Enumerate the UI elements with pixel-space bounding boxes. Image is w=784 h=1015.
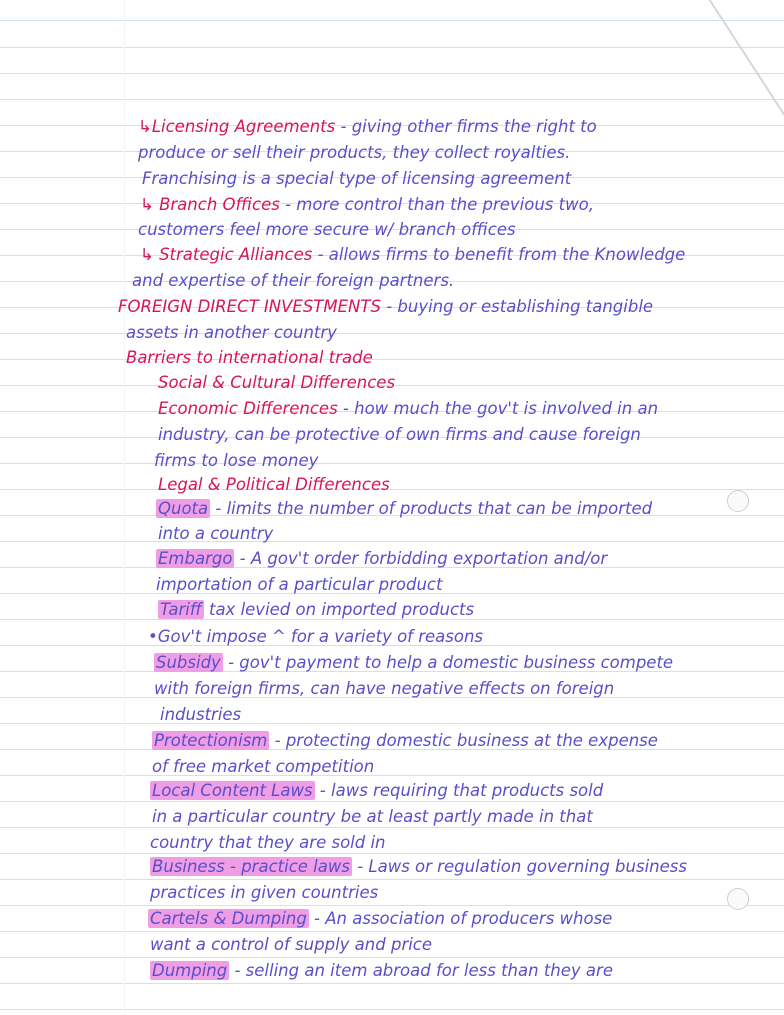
note-text: with foreign firms, can have negative effects on foreign [154,679,615,698]
note-line [138,219,516,241]
note-text: assets in another country [126,323,337,342]
note-heading: ↳Licensing Agreements [138,117,336,136]
note-text: - laws requiring that products sold [314,781,604,800]
note-text: want a control of supply and price [150,935,433,954]
note-text: - more control than the previous two, [279,195,594,214]
highlighted-term: Quota [158,499,209,518]
note-line [158,599,474,621]
note-line [118,296,653,318]
note-text: •Gov't impose ^ for a variety of reasons [148,627,484,646]
note-line [150,780,603,802]
note-line [150,856,687,878]
note-heading: Social & Cultural Differences [158,373,396,392]
note-text: - allows firms to benefit from the Knowledge [312,245,686,264]
note-text: importation of a particular product [156,575,443,594]
note-line [158,398,658,420]
note-line [154,652,673,674]
note-text: produce or sell their products, they collect royalties. [138,143,571,162]
note-text: industries [160,705,242,724]
note-text: tax levied on imported products [203,600,475,619]
note-heading: ↳ Branch Offices [140,195,280,214]
note-text: - buying or establishing tangible [380,297,654,316]
note-text: - Laws or regulation governing business [351,857,687,876]
note-heading: Legal & Political Differences [158,475,390,494]
highlighted-term: Dumping [152,961,228,980]
note-line [148,626,483,648]
note-text: customers feel more secure w/ branch offices [138,220,516,239]
note-line [154,450,318,472]
highlighted-term: Protectionism [154,731,268,750]
note-line [152,730,658,752]
note-text: - gov't payment to help a domestic business compete [222,653,674,672]
punch-hole [727,888,749,910]
note-line [138,116,597,138]
note-line [154,678,614,700]
note-line [156,574,442,596]
note-line [142,168,571,190]
note-line [150,960,613,982]
note-text: Franchising is a special type of licensing agreement [142,169,572,188]
note-heading: FOREIGN DIRECT INVESTMENTS [118,297,381,316]
highlighted-term: Cartels & Dumping [150,909,307,928]
note-line [148,908,612,930]
note-heading: Barriers to international trade [126,348,373,367]
note-text: practices in given countries [150,883,379,902]
highlighted-term: Subsidy [156,653,221,672]
note-text: - protecting domestic business at the expense [269,731,658,750]
note-line [152,756,374,778]
folded-corner [702,0,784,158]
note-line [156,548,607,570]
note-line [126,347,373,369]
punch-hole [727,490,749,512]
note-text: into a country [158,524,274,543]
note-line [158,372,395,394]
note-text: - An association of producers whose [308,909,613,928]
note-line [158,523,273,545]
note-line [158,424,641,446]
note-line [140,194,594,216]
note-text: - how much the gov't is involved in an [337,399,659,418]
margin-line [124,0,125,1015]
note-heading: ↳ Strategic Alliances [140,245,313,264]
note-heading: Economic Differences [158,399,338,418]
note-line [160,704,241,726]
note-text: - A gov't order forbidding exportation and/or [234,549,608,568]
note-text: and expertise of their foreign partners. [132,271,455,290]
highlighted-term: Tariff [160,600,202,619]
note-line [150,832,386,854]
highlighted-term: Embargo [158,549,233,568]
note-line [152,806,593,828]
note-text: - giving other firms the right to [335,117,597,136]
note-line [156,498,652,520]
note-line [138,142,570,164]
note-line [150,882,378,904]
highlighted-term: Local Content Laws [152,781,313,800]
highlighted-term: Business - practice laws [152,857,350,876]
note-line [158,474,390,496]
note-text: firms to lose money [154,451,319,470]
note-text: country that they are sold in [150,833,386,852]
note-line [132,270,454,292]
note-text: industry, can be protective of own firms and cause foreign [158,425,641,444]
note-text: - selling an item abroad for less than they are [229,961,613,980]
note-text: of free market competition [152,757,375,776]
note-text: - limits the number of products that can be imported [210,499,653,518]
note-text: in a particular country be at least partly made in that [152,807,593,826]
note-line [150,934,432,956]
note-line [126,322,337,344]
note-line [140,244,685,266]
